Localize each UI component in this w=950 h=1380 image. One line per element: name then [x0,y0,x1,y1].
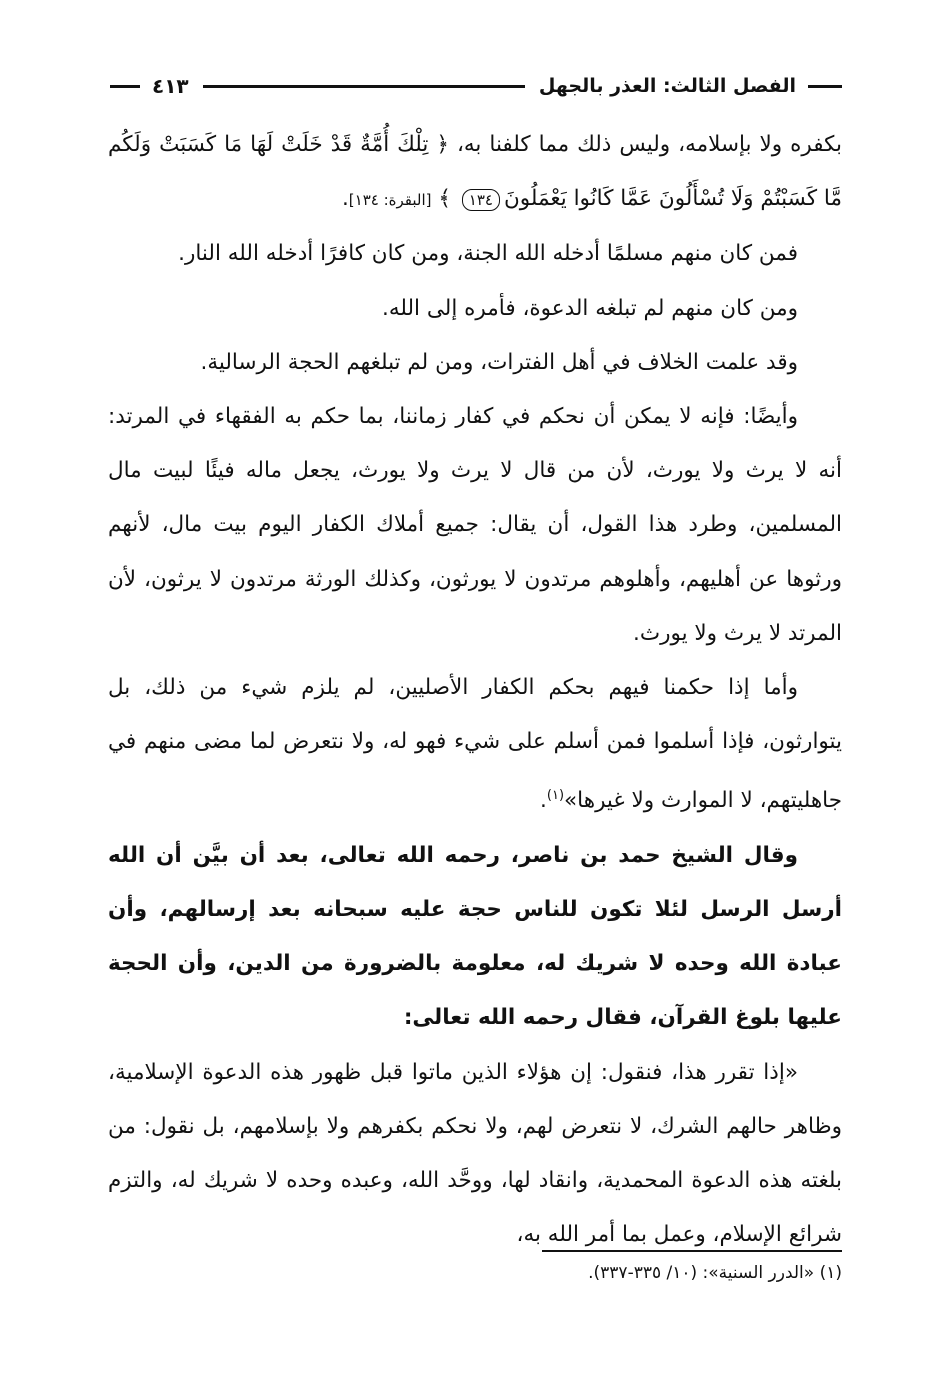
footnote-separator [542,1250,842,1252]
paragraph-with-footnote [108,661,842,829]
paragraph-end: . [341,186,349,212]
paragraph-text: وأما إذا حكمنا فيهم بحكم الكفار الأصليين، لم يلزم شيء من ذلك، بل يتوارثون، فإذا أسلموا فمن أسلم على شيء فهو له، ولا نتعرض لما مضى منهم في جاهليتهم، لا الموارث ولا غيرها» [108,675,842,814]
header-rule [203,85,525,88]
paragraph-quran-verse [108,118,842,227]
running-header [110,66,842,106]
quran-close-bracket: ﴾ [431,186,458,212]
footnote-marker: (١) [546,788,565,804]
chapter-title: الفصل الثالث: العذر بالجهل [538,75,796,97]
page-body [108,118,842,1262]
quran-verse: ﴿ تِلْكَ أُمَّةٌ قَدْ خَلَتْ لَهَا مَا كَسَبَتْ وَلَكُم مَّا كَسَبْتُمْ وَلَا تُسْأَلُونَ عَمَّا كَانُوا يَعْمَلُونَ [108,132,842,212]
header-dash-right [808,85,842,88]
ayah-number-marker: ١٣٤ [462,189,500,211]
paragraph: وقد علمت الخلاف في أهل الفترات، ومن لم تبلغهم الحجة الرسالية. [200,349,798,375]
header-dash-left [110,85,140,88]
paragraph: وأيضًا: فإنه لا يمكن أن نحكم في كفار زماننا، بما حكم به الفقهاء في المرتد: أنه لا يرث ولا يورث، لأن من قال لا يرث ولا يورث، يجعل ماله فيئًا لبيت مال المسلمين، وطرد هذا القول، أن يقال: جميع أملاك الكفار اليوم بيت مال، لأنهم ورثوها عن أهليهم، وأهلوهم مرتدون لا يورثون، وكذلك الورثة مرتدون لا يرثون، لأن المرتد لا يرث ولا يورث. [108,404,842,646]
paragraph-quote: «إذا تقرر هذا، فنقول: إن هؤلاء الذين ماتوا قبل ظهور هذه الدعوة الإسلامية، وظاهر حالهم الشرك، لا نتعرض لهم، ولا نحكم بكفرهم ولا بإسلامهم، بل نقول: من بلغته هذه الدعوة المحمدية، وانقاد لها، ووحَّد الله، وعبده وحده لا شريك له، والتزم شرائع الإسلام، وعمل بما أمر الله به، [108,1059,842,1248]
page-number: ٤١٣ [152,74,189,98]
paragraph-text: بكفره ولا بإسلامه، وليس ذلك مما كلفنا به، [448,132,842,157]
paragraph-end: . [540,788,547,814]
paragraph: فمن كان منهم مسلمًا أدخله الله الجنة، ومن كان كافرًا أدخله الله النار. [178,241,798,267]
footnote: (١) «الدرر السنية»: (١٠/ ٣٣٥-٣٣٧). [588,1263,842,1283]
paragraph: ومن كان منهم لم تبلغه الدعوة، فأمره إلى الله. [382,295,798,321]
surah-reference: [البقرة: ١٣٤] [348,191,432,210]
paragraph-bold: وقال الشيخ حمد بن ناصر، رحمه الله تعالى، بعد أن بيَّن أن الله أرسل الرسل لئلا تكون للناس حجة عليه سبحانه بعد إرسالهم، وأن عبادة الله وحده لا شريك له، معلومة بالضرورة من الدين، وأن الحجة عليها بلوغ القرآن، فقال رحمه الله تعالى: [108,842,842,1031]
